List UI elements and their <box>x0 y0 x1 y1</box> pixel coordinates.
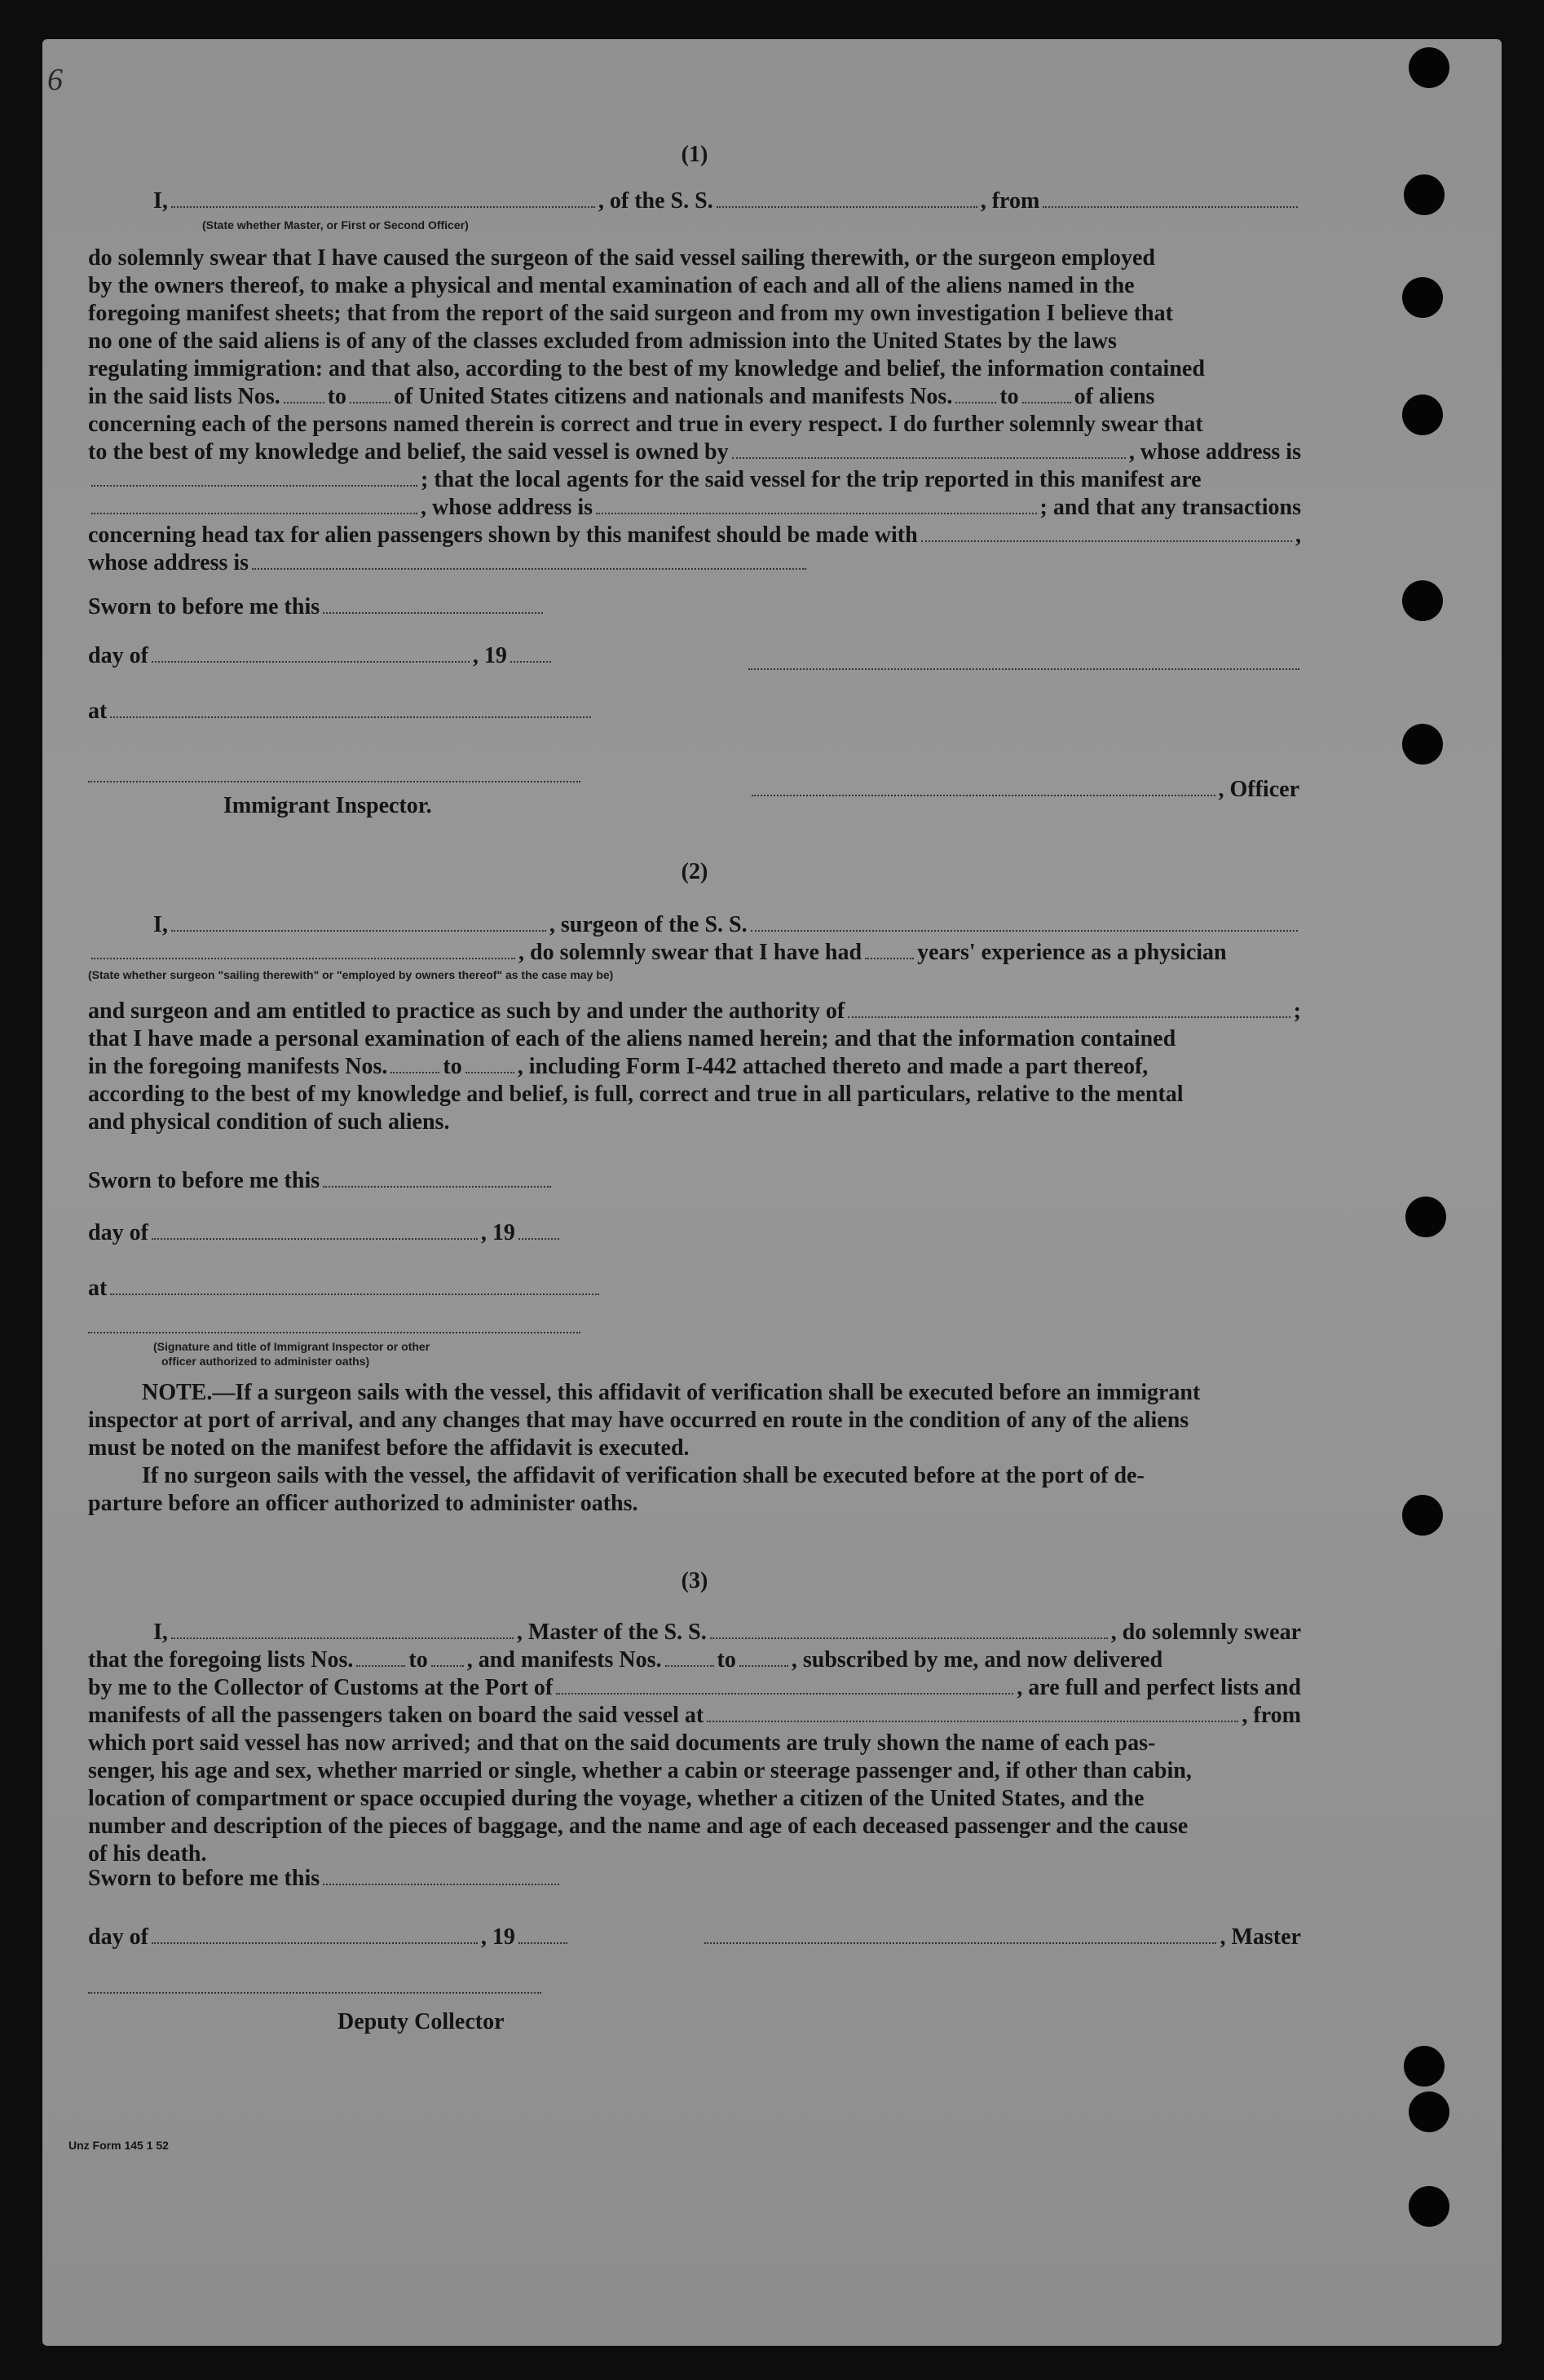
s3-manifests-from-field[interactable] <box>665 1647 714 1667</box>
s3-para-line: senger, his age and sex, whether married or single, whether a cabin or steerage passenger and, if other than cabin, <box>88 1758 1192 1783</box>
punch-hole <box>1402 580 1443 621</box>
surgeon-name-field[interactable] <box>171 912 546 932</box>
punch-hole <box>1402 1495 1443 1536</box>
contact-address-field[interactable] <box>252 550 806 570</box>
officer-rank-note: (State whether Master, or First or Second Officer) <box>202 218 469 231</box>
s3-vessel-field[interactable] <box>710 1620 1108 1639</box>
s2-line-3: and surgeon and am entitled to practice as such by and under the authority of ; <box>88 998 1301 1024</box>
s1-inspector-label: Immigrant Inspector. <box>223 793 432 818</box>
s1-at-row: at <box>88 698 1301 725</box>
s3-day-row: day of , 19 , Master <box>88 1924 1301 1950</box>
punch-hole <box>1402 394 1443 435</box>
s1-line-6: in the said lists Nos. to of United States citizens and nationals and manifests Nos. to of aliens <box>88 384 1155 409</box>
punch-hole <box>1402 724 1443 765</box>
boarding-port-field[interactable] <box>707 1703 1238 1722</box>
punch-hole <box>1404 174 1445 215</box>
s1-para-line: no one of the said aliens is of any of the classes excluded from admission into the United States by the laws <box>88 328 1117 354</box>
inspector-signature-line[interactable] <box>88 781 580 782</box>
officer-rank-field[interactable] <box>171 188 595 208</box>
officer-signature-line[interactable] <box>748 668 1299 670</box>
vessel-name-field[interactable] <box>717 188 977 208</box>
s1-line-10: , whose address is ; and that any transactions <box>88 494 1301 522</box>
s1-para-line: by the owners thereof, to make a physical and mental examination of each and all of the aliens named in the <box>88 273 1135 298</box>
s1-line-8: to the best of my knowledge and belief, the said vessel is owned by , whose address is <box>88 439 1301 465</box>
s3-deputy-label: Deputy Collector <box>337 2009 505 2034</box>
s1-para-line: foregoing manifest sheets; that from the report of the said surgeon and from my own investigation I believe that <box>88 301 1173 326</box>
note-line: If no surgeon sails with the vessel, the affidavit of verification shall be executed before at the port of de- <box>142 1463 1145 1488</box>
note-line: inspector at port of arrival, and any changes that may have occurred en route in the condition of any of the aliens <box>88 1408 1189 1433</box>
s1-line-11: concerning head tax for alien passengers shown by this manifest should be made with , <box>88 522 1301 548</box>
s2-manifests-from-field[interactable] <box>390 1054 439 1073</box>
s1-year-field[interactable] <box>510 643 551 663</box>
manifests-from-field[interactable] <box>955 384 996 403</box>
punch-hole <box>1409 47 1449 88</box>
s2-year-field[interactable] <box>518 1220 559 1240</box>
local-agents-field[interactable] <box>91 495 417 514</box>
s2-day-row: day of , 19 <box>88 1219 1301 1247</box>
s3-lists-to-field[interactable] <box>431 1647 464 1667</box>
s1-officer-row: , Officer <box>748 776 1299 804</box>
s2-at-row: at <box>88 1275 1301 1302</box>
page-number-mark: 6 <box>47 63 63 97</box>
s1-sworn-date-field[interactable] <box>323 594 543 614</box>
s2-line-2: , do solemnly swear that I have had years' experience as a physician <box>88 939 1301 967</box>
s1-day-row: day of , 19 <box>88 642 1301 670</box>
punch-hole <box>1402 277 1443 318</box>
lists-from-field[interactable] <box>284 384 324 403</box>
manifests-to-field[interactable] <box>1022 384 1071 403</box>
s1-line-12: whose address is <box>88 549 1301 577</box>
lists-to-field[interactable] <box>350 384 390 403</box>
s3-para-line: location of compartment or space occupied during the voyage, whether a citizen of the United States, and the <box>88 1786 1145 1811</box>
s2-line-6: according to the best of my knowledge and belief, is full, correct and true in all particulars, relative to the mental <box>88 1082 1184 1107</box>
owner-address-field[interactable] <box>91 467 417 487</box>
departure-port-field[interactable] <box>1043 188 1298 208</box>
years-experience-field[interactable] <box>865 940 914 959</box>
form-number: Unz Form 145 1 52 <box>68 2139 169 2152</box>
s1-month-field[interactable] <box>152 643 470 663</box>
punch-hole <box>1405 1197 1446 1237</box>
s1-para-line: regulating immigration: and that also, according to the best of my knowledge and belief, the information contained <box>88 356 1205 381</box>
s3-month-field[interactable] <box>152 1924 478 1944</box>
section-1-heading: (1) <box>681 142 708 167</box>
s2-sworn-row: Sworn to before me this <box>88 1167 1301 1195</box>
owner-field[interactable] <box>732 439 1126 459</box>
head-tax-contact-field[interactable] <box>921 522 1292 542</box>
s3-lists-from-field[interactable] <box>356 1647 405 1667</box>
document-page <box>42 39 1502 2346</box>
note-line: NOTE.—If a surgeon sails with the vessel, this affidavit of verification shall be executed before an immigrant <box>142 1380 1201 1405</box>
s3-line-4: manifests of all the passengers taken on board the said vessel at , from <box>88 1703 1301 1728</box>
punch-hole <box>1409 2186 1449 2227</box>
s3-line-2: that the foregoing lists Nos. to , and manifests Nos. to , subscribed by me, and now delivered <box>88 1647 1163 1673</box>
note-line: must be noted on the manifest before the affidavit is executed. <box>88 1435 690 1461</box>
s1-place-field[interactable] <box>110 699 591 718</box>
s2-line-4: that I have made a personal examination of each of the aliens named herein; and that the information contained <box>88 1026 1176 1051</box>
punch-hole <box>1409 2091 1449 2132</box>
s2-place-field[interactable] <box>110 1276 599 1295</box>
s1-para-line: do solemnly swear that I have caused the surgeon of the said vessel sailing therewith, or the surgeon employed <box>88 245 1155 271</box>
s2-line-1: I, , surgeon of the S. S. <box>88 911 1301 939</box>
s2-manifests-to-field[interactable] <box>465 1054 514 1073</box>
s2-month-field[interactable] <box>152 1220 478 1240</box>
s3-line-3: by me to the Collector of Customs at the Port of , are full and perfect lists and <box>88 1675 1301 1700</box>
s3-year-field[interactable] <box>518 1924 567 1944</box>
s3-manifests-to-field[interactable] <box>739 1647 788 1667</box>
s1-line-1: I, , of the S. S. , from <box>88 187 1301 215</box>
s3-para-line: of his death. <box>88 1841 207 1867</box>
s3-line-1: I, , Master of the S. S. , do solemnly swear <box>153 1620 1301 1645</box>
s1-line-7: concerning each of the persons named therein is correct and true in every respect. I do further solemnly swear that <box>88 412 1203 437</box>
s2-line-7: and physical condition of such aliens. <box>88 1109 450 1135</box>
surgeon-status-field[interactable] <box>91 940 515 959</box>
s3-sworn-date-field[interactable] <box>323 1866 559 1885</box>
s2-line-5: in the foregoing manifests Nos. to , including Form I-442 attached thereto and made a part thereof, <box>88 1054 1149 1079</box>
s3-para-line: which port said vessel has now arrived; and that on the said documents are truly shown the name of each pas- <box>88 1730 1156 1756</box>
s2-signature-note: officer authorized to administer oaths) <box>161 1355 370 1368</box>
s1-sworn-row: Sworn to before me this <box>88 593 1301 621</box>
master-signature-field[interactable] <box>704 1924 1217 1944</box>
deputy-signature-line[interactable] <box>88 1992 541 1994</box>
punch-hole <box>1404 2046 1445 2087</box>
s3-sworn-row: Sworn to before me this <box>88 1865 1301 1893</box>
surgeon-status-note: (State whether surgeon "sailing therewith" or "employed by owners thereof" as the case may be) <box>88 968 614 981</box>
s2-signature-line[interactable] <box>88 1332 580 1333</box>
section-3-heading: (3) <box>681 1568 708 1593</box>
master-name-field[interactable] <box>171 1620 514 1639</box>
section-2-heading: (2) <box>681 859 708 884</box>
s2-sworn-date-field[interactable] <box>323 1168 551 1188</box>
s3-para-line: number and description of the pieces of baggage, and the name and age of each deceased passenger and the cause <box>88 1814 1189 1839</box>
s2-signature-note: (Signature and title of Immigrant Inspector or other <box>153 1340 430 1353</box>
officer-title-field[interactable] <box>752 777 1215 796</box>
agents-address-field[interactable] <box>596 495 1036 514</box>
s2-vessel-field[interactable] <box>751 912 1298 932</box>
note-line: parture before an officer authorized to administer oaths. <box>88 1491 638 1516</box>
authority-field[interactable] <box>848 998 1290 1018</box>
customs-port-field[interactable] <box>556 1675 1013 1695</box>
s1-line-9: ; that the local agents for the said vessel for the trip reported in this manifest are <box>88 466 1301 494</box>
